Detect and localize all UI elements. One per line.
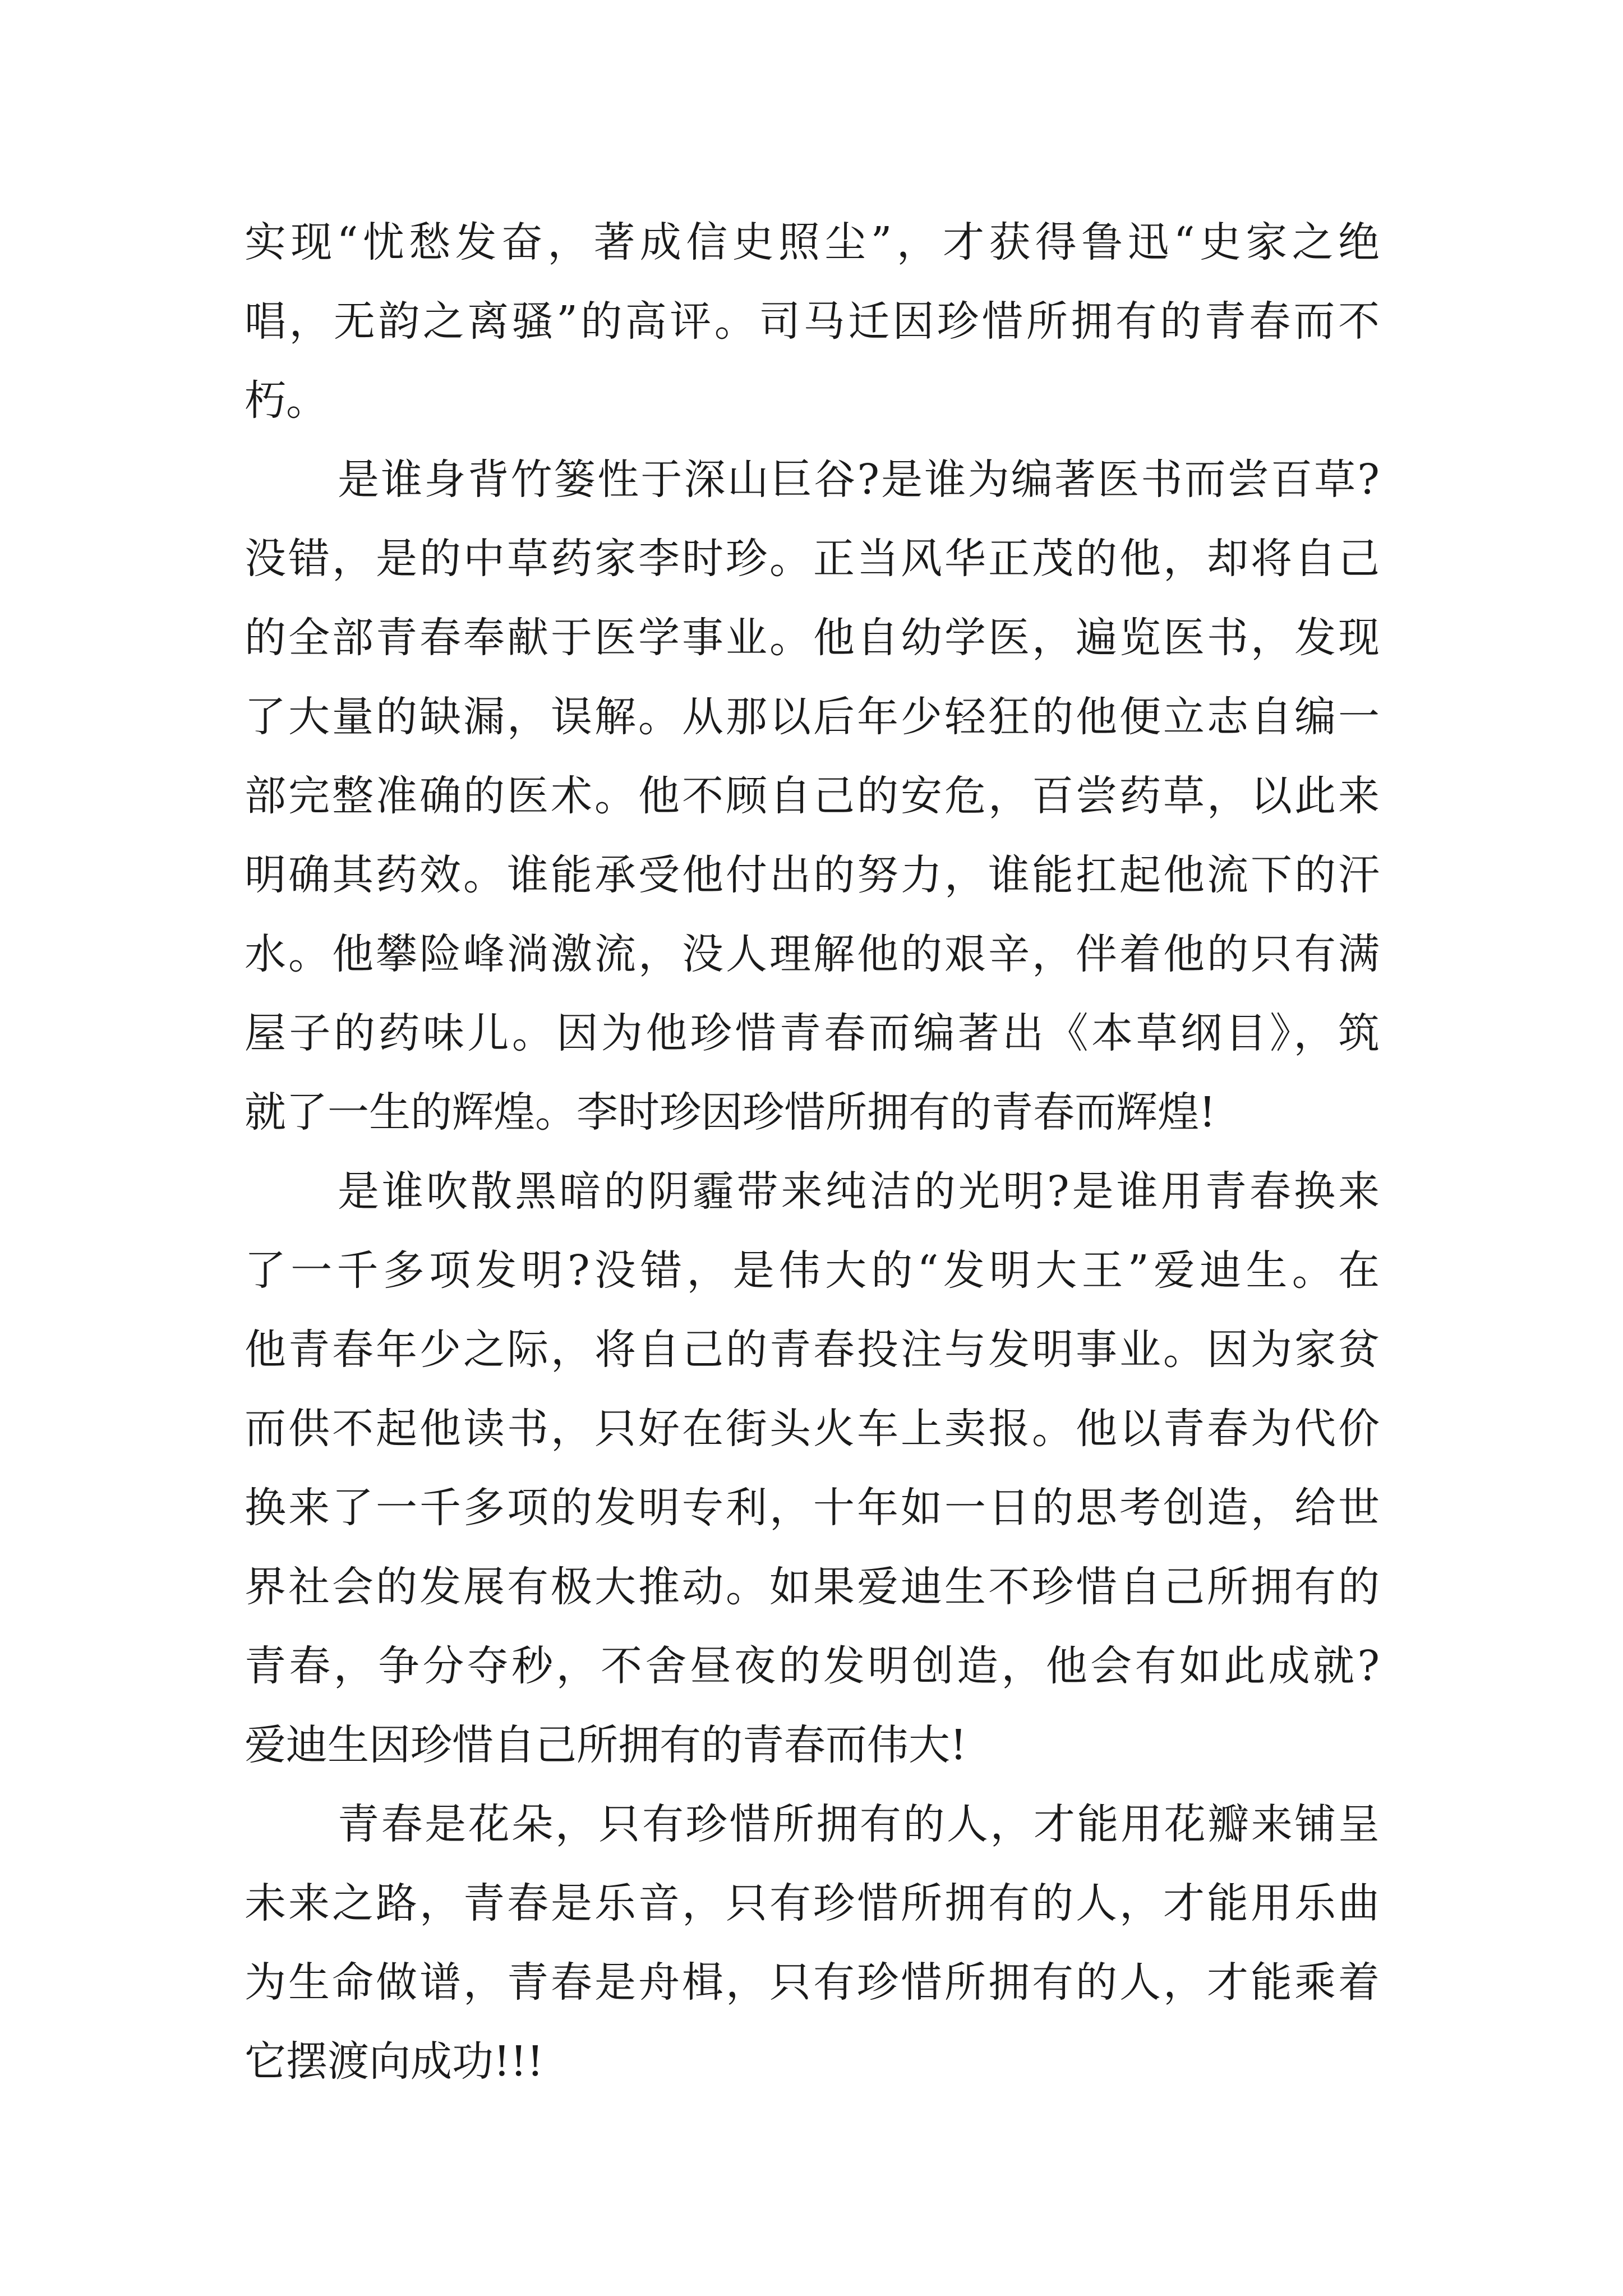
text-line: 它摆渡向成功!!! bbox=[245, 2037, 544, 2086]
text-line: 他青春年少之际，将自己的青春投注与发明事业。因为家贫 bbox=[245, 1326, 1380, 1374]
text-line: 唱，无韵之离骚”的高评。司马迁因珍惜所拥有的青春而不 bbox=[245, 297, 1380, 346]
paragraph-first-line: 是谁身背竹篓性于深山巨谷?是谁为编著医书而尝百草? bbox=[338, 455, 1380, 504]
text-line: 屋子的药味儿。因为他珍惜青春而编著出《本草纲目》，筑 bbox=[245, 1009, 1380, 1057]
text-line: 了一千多项发明?没错，是伟大的“发明大王”爱迪生。在 bbox=[245, 1246, 1380, 1295]
paragraph-first-line: 是谁吹散黑暗的阴霾带来纯洁的光明?是谁用青春换来 bbox=[338, 1167, 1380, 1216]
text-line: 没错，是的中草药家李时珍。正当风华正茂的他，却将自己 bbox=[245, 535, 1380, 583]
essay-body bbox=[245, 203, 1380, 2101]
text-line: 界社会的发展有极大推动。如果爱迪生不珍惜自己所拥有的 bbox=[245, 1563, 1380, 1611]
text-line: 为生命做谱，青春是舟楫，只有珍惜所拥有的人，才能乘着 bbox=[245, 1958, 1380, 2007]
text-line: 实现“忧愁发奋，著成信史照尘”，才获得鲁迅“史家之绝 bbox=[245, 218, 1380, 266]
text-line: 就了一生的辉煌。李时珍因珍惜所拥有的青春而辉煌! bbox=[245, 1088, 1216, 1137]
text-line: 明确其药效。谁能承受他付出的努力，谁能扛起他流下的汗 bbox=[245, 851, 1380, 899]
text-line: 而供不起他读书，只好在街头火车上卖报。他以青春为代价 bbox=[245, 1405, 1380, 1453]
text-line: 青春，争分夺秒，不舍昼夜的发明创造，他会有如此成就? bbox=[245, 1642, 1380, 1690]
text-line: 换来了一千多项的发明专利，十年如一日的思考创造，给世 bbox=[245, 1484, 1380, 1532]
text-line: 部完整准确的医术。他不顾自己的安危，百尝药草，以此来 bbox=[245, 772, 1380, 820]
text-line: 爱迪生因珍惜自己所拥有的青春而伟大! bbox=[245, 1721, 967, 1769]
text-line: 的全部青春奉献于医学事业。他自幼学医，遍览医书，发现 bbox=[245, 614, 1380, 662]
text-line: 朽。 bbox=[245, 376, 328, 425]
text-line: 了大量的缺漏，误解。从那以后年少轻狂的他便立志自编一 bbox=[245, 693, 1380, 741]
text-line: 水。他攀险峰淌激流，没人理解他的艰辛，伴着他的只有满 bbox=[245, 930, 1380, 978]
text-line: 未来之路，青春是乐音，只有珍惜所拥有的人，才能用乐曲 bbox=[245, 1879, 1380, 1927]
paragraph-first-line: 青春是花朵，只有珍惜所拥有的人，才能用花瓣来铺呈 bbox=[338, 1800, 1380, 1848]
